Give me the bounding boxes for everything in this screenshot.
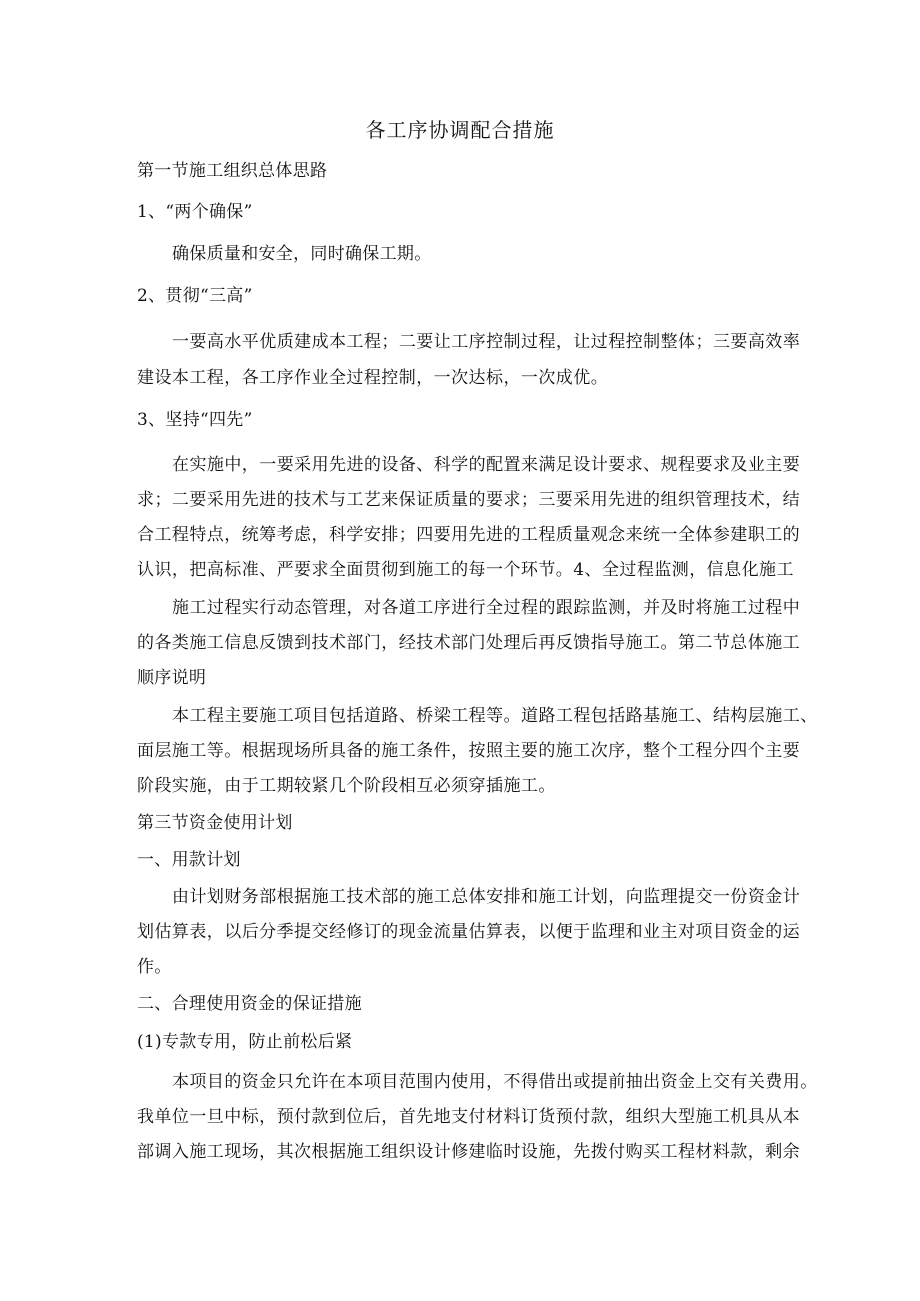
paragraph-line: 部调入施工现场，其次根据施工组织设计修建临时设施，先拨付购买工程材料款，剩余 (137, 1142, 801, 1162)
paragraph-line: 在实施中，一要采用先进的设备、科学的配置来满足设计要求、规程要求及业主要 (172, 455, 801, 475)
subsection-heading: (1)专款专用，防止前松后紧 (137, 1032, 353, 1052)
paragraph-line: 作。 (137, 957, 172, 977)
point-heading-2: 2、贯彻“三高” (137, 286, 253, 306)
paragraph-line: 一要高水平优质建成本工程；二要让工序控制过程，让过程控制整体；三要高效率 (172, 332, 801, 352)
paragraph-line: 由计划财务部根据施工技术部的施工总体安排和施工计划，向监理提交一份资金计 (172, 887, 801, 907)
paragraph-line: 划估算表，以后分季提交经修订的现金流量估算表，以便于监理和业主对项目资金的运 (137, 922, 801, 942)
section-heading-3: 第三节资金使用计划 (137, 813, 293, 833)
paragraph-line: 的各类施工信息反馈到技术部门，经技术部门处理后再反馈指导施工。第二节总体施工 (137, 633, 801, 653)
paragraph-line: 确保质量和安全，同时确保工期。 (172, 244, 432, 264)
paragraph-line: 合工程特点，统筹考虑，科学安排；四要用先进的工程质量观念来统一全体参建职工的 (137, 525, 801, 545)
paragraph-line: 阶段实施，由于工期较紧几个阶段相互必须穿插施工。 (137, 776, 556, 796)
subsection-heading: 一、用款计划 (137, 850, 241, 870)
point-heading-1: 1、“两个确保” (137, 202, 253, 222)
paragraph-line: 本项目的资金只允许在本项目范围内使用，不得借出或提前抽出资金上交有关费用。 (172, 1072, 818, 1092)
point-heading-3: 3、坚持“四先” (137, 410, 253, 430)
subsection-heading: 二、合理使用资金的保证措施 (137, 994, 362, 1014)
paragraph-line: 本工程主要施工项目包括道路、桥梁工程等。道路工程包括路基施工、结构层施工、 (172, 706, 818, 726)
paragraph-line: 认识，把高标准、严要求全面贯彻到施工的每一个环节。4、全过程监测，信息化施工 (137, 560, 794, 580)
paragraph-line: 顺序说明 (137, 668, 207, 688)
paragraph-line: 建设本工程，各工序作业全过程控制，一次达标，一次成优。 (137, 368, 609, 388)
paragraph-line: 施工过程实行动态管理，对各道工序进行全过程的跟踪监测，并及时将施工过程中 (172, 598, 801, 618)
paragraph-line: 我单位一旦中标，预付款到位后，首先地支付材料订货预付款，组织大型施工机具从本 (137, 1107, 801, 1127)
paragraph-line: 求；二要采用先进的技术与工艺来保证质量的要求；三要采用先进的组织管理技术，结 (137, 490, 801, 510)
section-heading-1: 第一节施工组织总体思路 (137, 161, 328, 181)
document-title: 各工序协调配合措施 (365, 118, 555, 142)
paragraph-line: 面层施工等。根据现场所具备的施工条件，按照主要的施工次序，整个工程分四个主要 (137, 741, 801, 761)
